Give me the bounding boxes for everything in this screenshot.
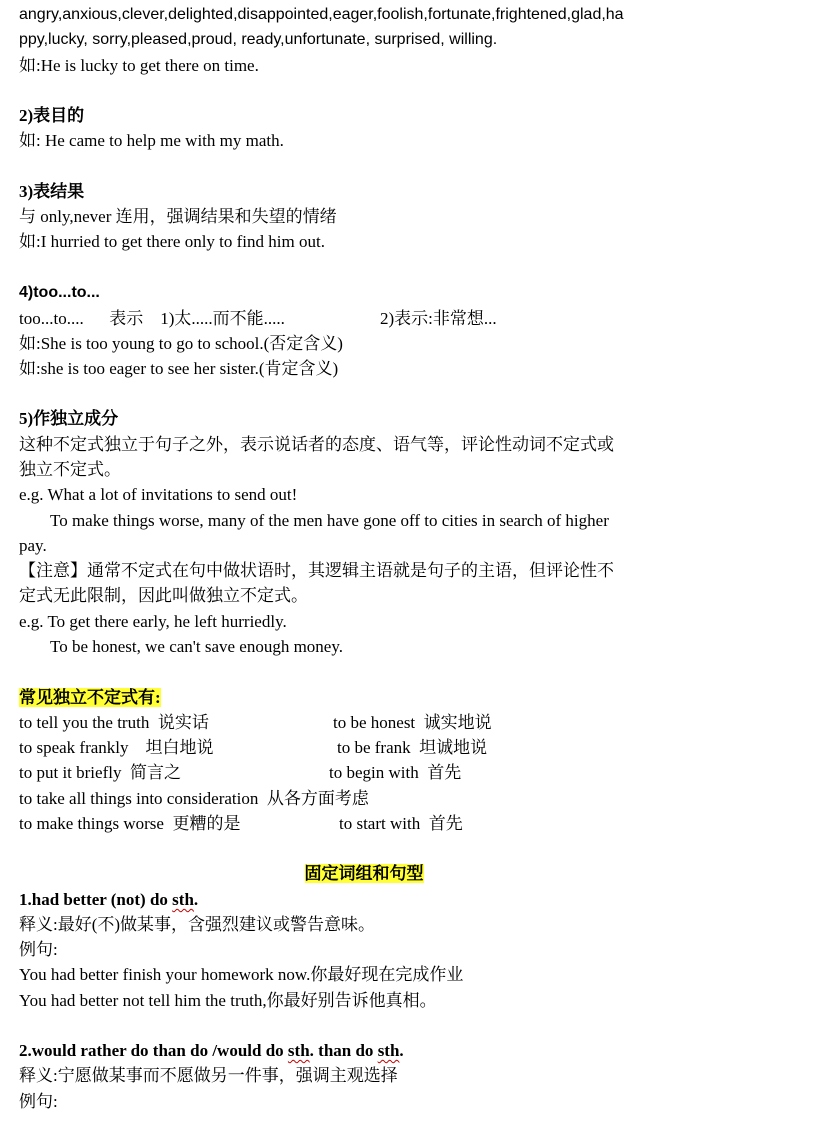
common-left: to put it briefly 简言之 [19, 763, 181, 782]
adjective-example: 如:He is lucky to get there on time. [19, 56, 259, 75]
common-row [19, 811, 463, 836]
phrase-2-example-label: 例句: [19, 1092, 58, 1111]
common-right: to be frank 坦诚地说 [337, 738, 488, 757]
phrase-2-sth-2: sth [377, 1041, 400, 1060]
fixed-phrases-heading [19, 861, 709, 886]
common-row [19, 786, 369, 811]
common-row [19, 760, 462, 785]
section-heading-purpose: 2)表目的 [19, 106, 85, 125]
common-left: to make things worse 更糟的是 [19, 814, 241, 833]
too-to-description [19, 306, 497, 331]
common-infinitives-heading [19, 685, 161, 710]
result-example: 如:I hurried to get there only to find him out. [19, 232, 325, 251]
too-to-example-positive: 如:she is too eager to see her sister.(肯定含义) [19, 359, 339, 378]
independent-example-2b: pay. [19, 536, 47, 555]
independent-example-1: e.g. What a lot of invitations to send out! [19, 485, 298, 504]
phrase-2-than: . than do [309, 1041, 378, 1060]
common-left: to take all things into consideration 从各方面考虑 [19, 789, 369, 808]
purpose-example: 如: He came to help me with my math. [19, 131, 284, 150]
common-row [19, 735, 488, 760]
phrase-2-sth-1: sth [287, 1041, 310, 1060]
common-right: to start with 首先 [339, 814, 463, 833]
too-to-meaning-2: 2)表示:非常想... [380, 309, 497, 328]
phrase-1-text: 1.had better (not) do [19, 890, 173, 909]
highlighted-heading: 固定词组和句型 [304, 864, 424, 883]
independent-example-2a: To make things worse, many of the men have gone off to cities in search of higher [50, 511, 609, 530]
common-right: to begin with 首先 [329, 763, 462, 782]
phrase-1-period: . [193, 890, 199, 909]
independent-description-2: 独立不定式。 [19, 460, 121, 479]
phrase-1-example-2: You had better not tell him the truth,你最好别告诉他真相。 [19, 991, 437, 1010]
phrase-2-period: . [399, 1041, 404, 1060]
adjective-list-line-1: angry,anxious,clever,delighted,disappointed,eager,foolish,fortunate,frightened,glad,ha [19, 6, 624, 23]
adjective-list-line-2: ppy,lucky, sorry,pleased,proud, ready,unfortunate, surprised, willing. [19, 31, 498, 48]
note-example-2: To be honest, we can't save enough money. [50, 637, 343, 656]
phrase-2-meaning: 释义:宁愿做某事而不愿做另一件事，强调主观选择 [19, 1066, 398, 1085]
too-to-meaning-1: too...to.... 表示 1)太.....而不能..... [19, 309, 285, 328]
note-example-1: e.g. To get there early, he left hurriedly. [19, 612, 287, 631]
section-heading-too-to: 4)too...to... [19, 284, 100, 301]
common-right: to be honest 诚实地说 [333, 713, 492, 732]
phrase-1-example-1: You had better finish your homework now.你最好现在完成作业 [19, 965, 464, 984]
common-left: to speak frankly 坦白地说 [19, 738, 214, 757]
phrase-2-text: 2.would rather do than do /would do [19, 1041, 288, 1060]
common-left: to tell you the truth 说实话 [19, 713, 209, 732]
too-to-example-negative: 如:She is too young to go to school.(否定含义) [19, 334, 343, 353]
highlighted-heading: 常见独立不定式有: [19, 688, 161, 707]
phrase-2-heading [19, 1038, 404, 1063]
phrase-1-meaning: 释义:最好(不)做某事，含强烈建议或警告意味。 [19, 915, 376, 934]
note-line-2: 定式无此限制，因此叫做独立不定式。 [19, 586, 308, 605]
phrase-1-heading [19, 887, 198, 912]
section-heading-independent: 5)作独立成分 [19, 409, 119, 428]
phrase-1-example-label: 例句: [19, 940, 58, 959]
section-heading-result: 3)表结果 [19, 182, 85, 201]
result-description: 与 only,never 连用，强调结果和失望的情绪 [19, 207, 337, 226]
phrase-1-sth: sth [172, 890, 194, 909]
common-row [19, 710, 492, 735]
independent-description-1: 这种不定式独立于句子之外，表示说话者的态度、语气等，评论性动词不定式或 [19, 435, 614, 454]
note-line-1: 【注意】通常不定式在句中做状语时，其逻辑主语就是句子的主语，但评论性不 [19, 561, 614, 580]
